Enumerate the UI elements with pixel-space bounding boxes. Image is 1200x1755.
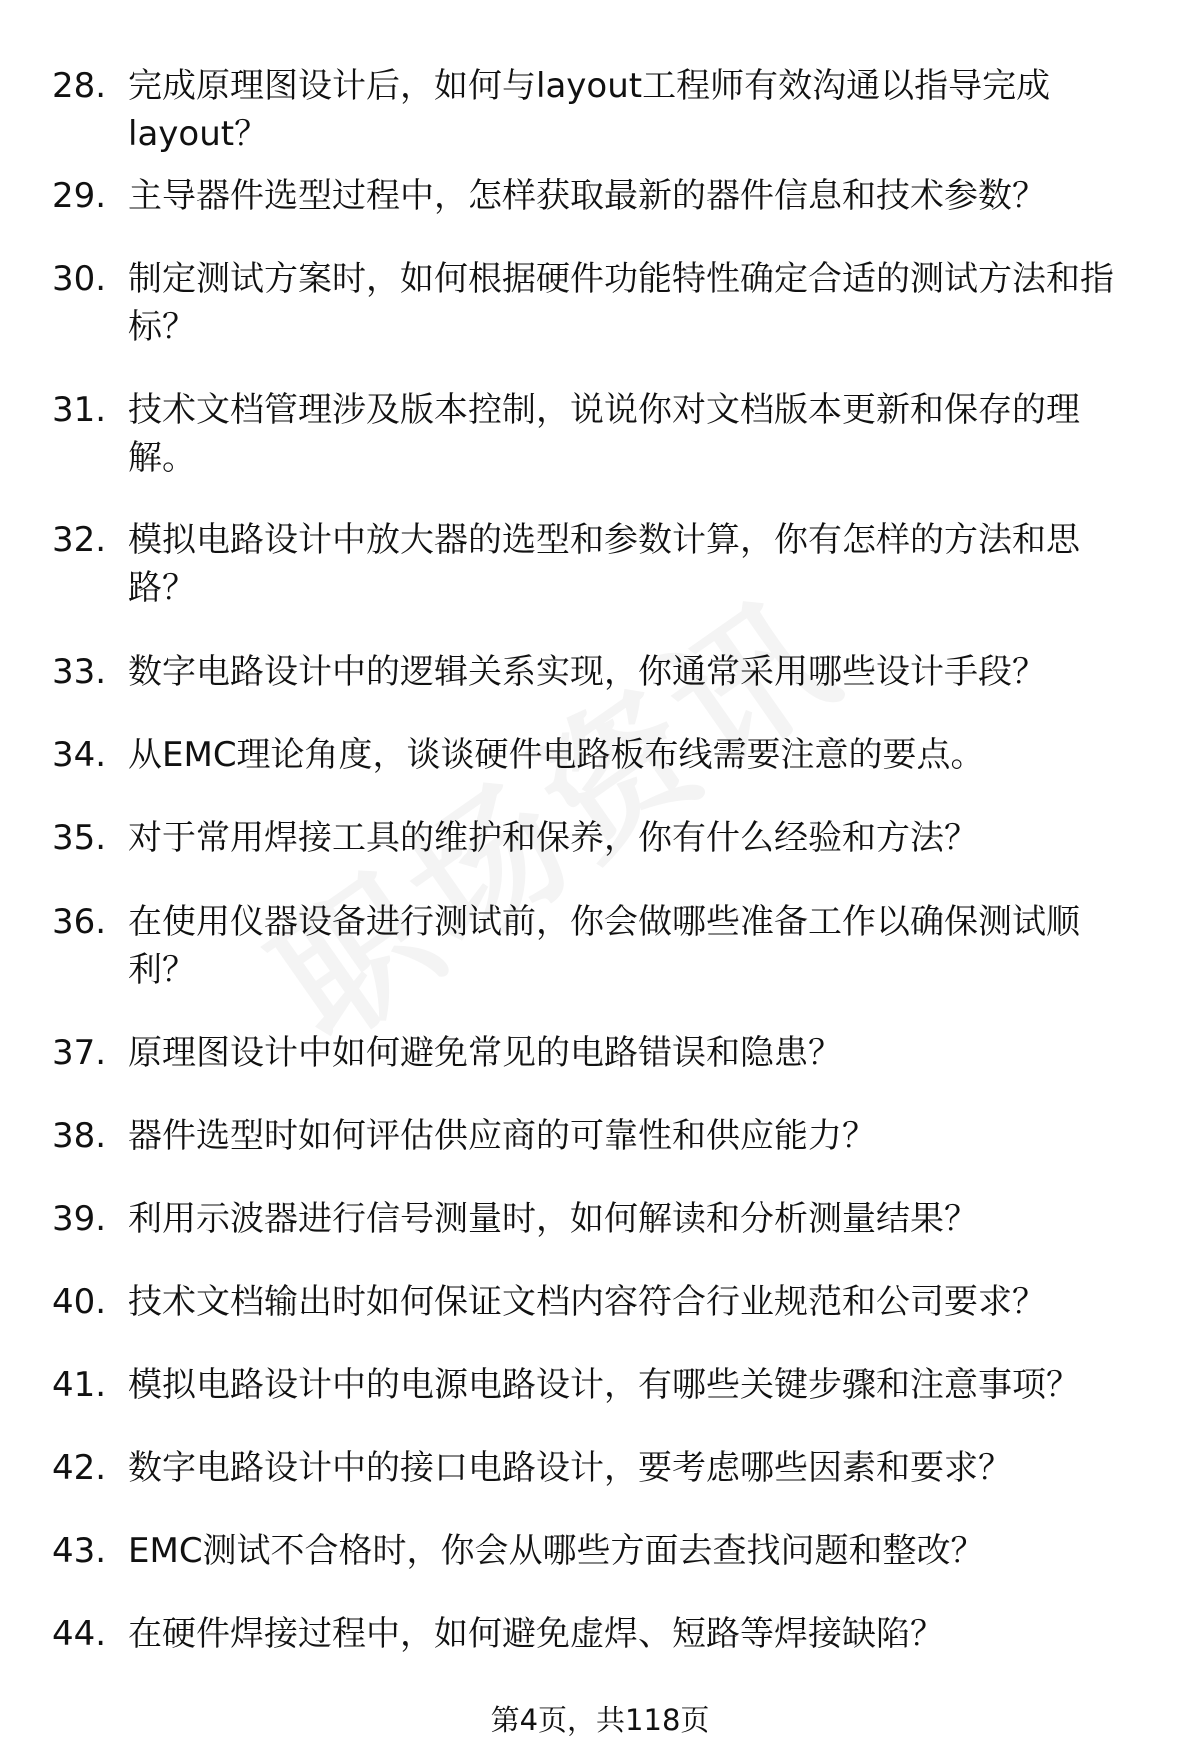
- page-footer: 第4页，共118页: [490, 1703, 710, 1737]
- watermark: [226, 536, 874, 1080]
- question-number: 28.: [52, 66, 107, 106]
- question-number: 37.: [52, 1033, 107, 1073]
- question-text: 利用示波器进行信号测量时，如何解读和分析测量结果？: [128, 1199, 978, 1239]
- question-number: 29.: [52, 176, 107, 216]
- question-number: 38.: [52, 1116, 107, 1156]
- question-number: 30.: [52, 259, 107, 299]
- question-number: 41.: [52, 1365, 107, 1405]
- question-text: EMC测试不合格时，你会从哪些方面去查找问题和整改？: [128, 1531, 985, 1571]
- question-text: 主导器件选型过程中，怎样获取最新的器件信息和技术参数？: [128, 176, 1046, 216]
- question-number: 35.: [52, 818, 107, 858]
- question-number: 42.: [52, 1448, 107, 1488]
- question-text: 器件选型时如何评估供应商的可靠性和供应能力？: [128, 1116, 876, 1156]
- question-text: 对于常用焊接工具的维护和保养，你有什么经验和方法？: [128, 818, 978, 858]
- question-text: 数字电路设计中的逻辑关系实现，你通常采用哪些设计手段？: [128, 652, 1046, 692]
- question-number: 40.: [52, 1282, 107, 1322]
- question-text: 模拟电路设计中的电源电路设计，有哪些关键步骤和注意事项？: [128, 1365, 1080, 1405]
- question-text: 从EMC理论角度，谈谈硬件电路板布线需要注意的要点。: [128, 735, 985, 775]
- question-text: 模拟电路设计中放大器的选型和参数计算，你有怎样的方法和思路？: [128, 520, 1080, 608]
- question-text: 完成原理图设计后，如何与layout工程师有效沟通以指导完成layout？: [128, 66, 1051, 154]
- question-number: 43.: [52, 1531, 107, 1571]
- question-number: 39.: [52, 1199, 107, 1239]
- question-number: 36.: [52, 902, 107, 942]
- question-number: 34.: [52, 735, 107, 775]
- question-text: 原理图设计中如何避免常见的电路错误和隐患？: [128, 1033, 842, 1073]
- question-text: 技术文档管理涉及版本控制，说说你对文档版本更新和保存的理解。: [128, 390, 1080, 478]
- question-number: 31.: [52, 390, 107, 430]
- question-number: 32.: [52, 520, 107, 560]
- question-text: 在使用仪器设备进行测试前，你会做哪些准备工作以确保测试顺利？: [128, 902, 1080, 990]
- question-number: 44.: [52, 1614, 107, 1654]
- question-text: 技术文档输出时如何保证文档内容符合行业规范和公司要求？: [128, 1282, 1046, 1322]
- question-text: 在硬件焊接过程中，如何避免虚焊、短路等焊接缺陷？: [128, 1614, 944, 1654]
- question-number: 33.: [52, 652, 107, 692]
- question-text: 数字电路设计中的接口电路设计，要考虑哪些因素和要求？: [128, 1448, 1012, 1488]
- question-text: 制定测试方案时，如何根据硬件功能特性确定合适的测试方法和指标？: [128, 259, 1114, 347]
